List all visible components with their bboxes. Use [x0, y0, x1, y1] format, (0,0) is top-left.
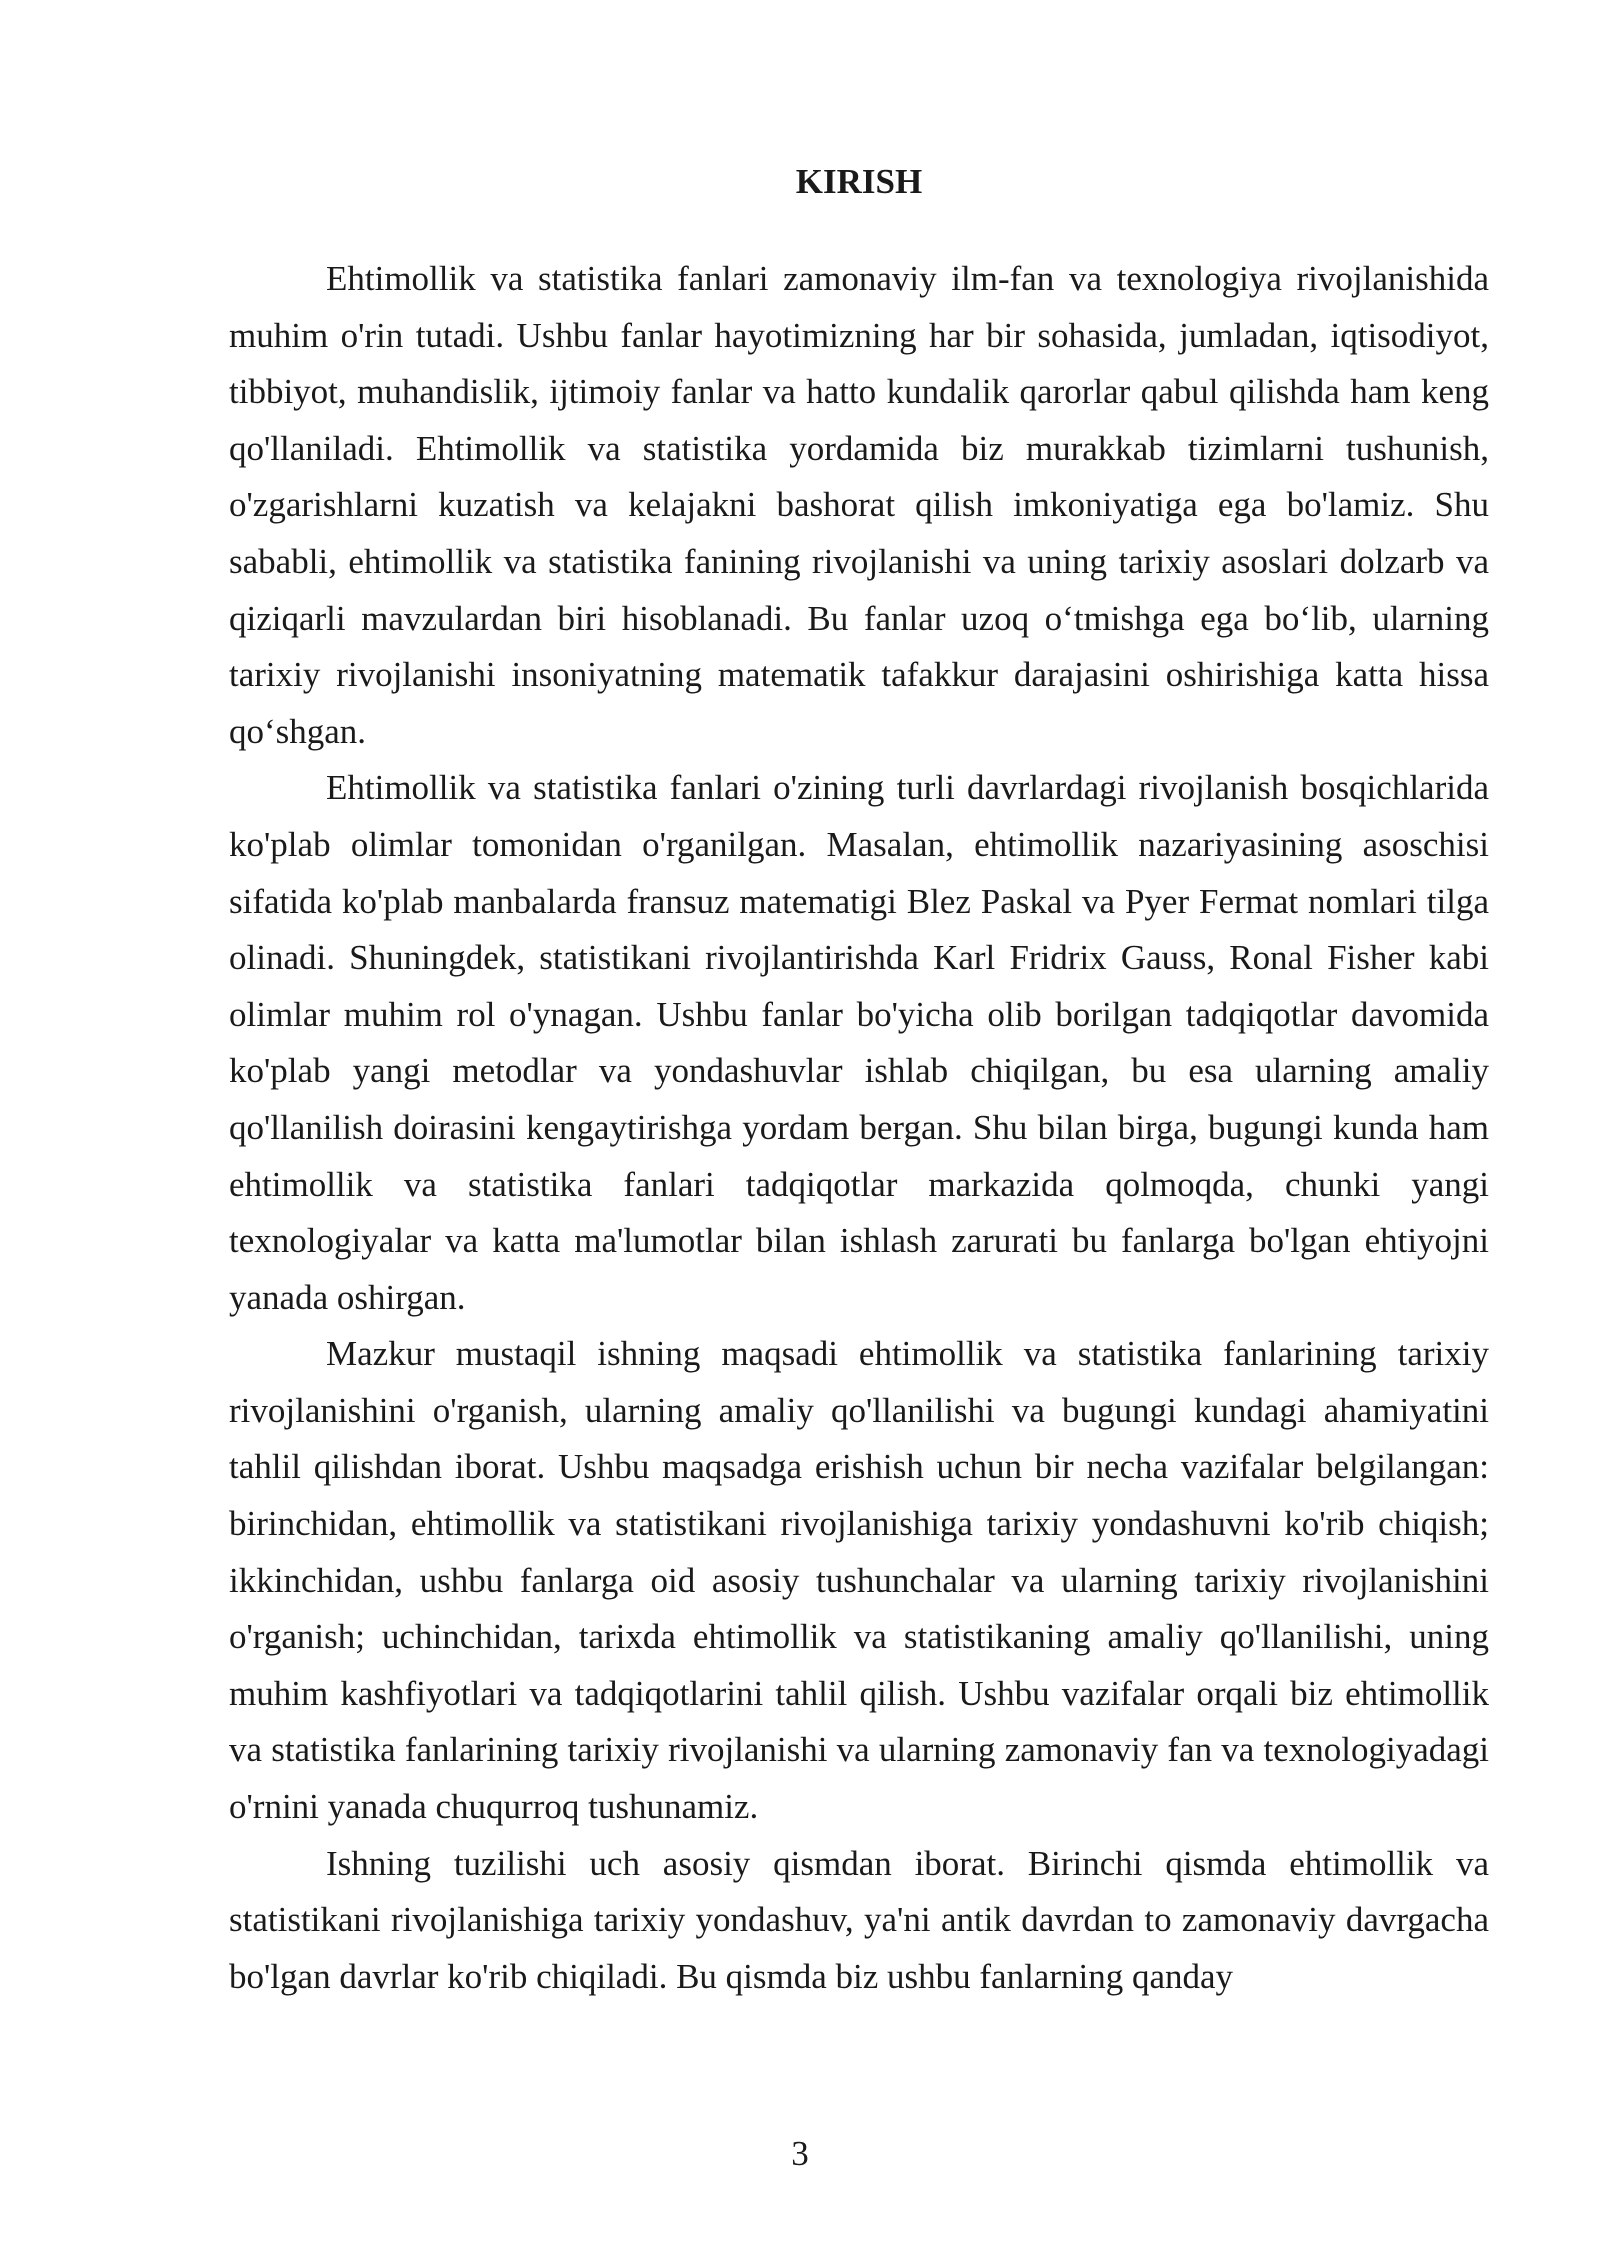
page-content: [229, 162, 1489, 2005]
section-title: KIRISH: [795, 162, 923, 201]
paragraph-intro: Ehtimollik va statistika fanlari zamonaviy ilm-fan va texnologiya rivojlanishida muhim o'rin tutadi. Ushbu fanlar hayotimizning har bir sohasida, jumladan, iqtisodiyot, tibbiyot, muhandislik, ijtimoiy fanlar va hatto kundalik qarorlar qabul qilishda ham keng qo'llaniladi. Ehtimollik va statistika yordamida biz murakkab tizimlarni tushunish, o'zgarishlarni kuzatish va kelajakni bashorat qilish imkoniyatiga ega bo'lamiz. Shu sababli, ehtimollik va statistika fanining rivojlanishi va uning tarixiy asoslari dolzarb va qiziqarli mavzulardan biri hisoblanadi. Bu fanlar uzoq o‘tmishga ega bo‘lib, ularning tarixiy rivojlanishi insoniyatning matematik tafakkur darajasini oshirishiga katta hissa qo‘shgan.: [229, 259, 1489, 751]
page-number: 3: [791, 2134, 809, 2173]
paragraph-history: Ehtimollik va statistika fanlari o'zining turli davrlardagi rivojlanish bosqichlarida ko'plab olimlar tomonidan o'rganilgan. Masalan, ehtimollik nazariyasining asoschisi sifatida ko'plab manbalarda fransuz matematigi Blez Paskal va Pyer Fermat nomlari tilga olinadi. Shuningdek, statistikani rivojlantirishda Karl Fridrix Gauss, Ronal Fisher kabi olimlar muhim rol o'ynagan. Ushbu fanlar bo'yicha olib borilgan tadqiqotlar davomida ko'plab yangi metodlar va yondashuvlar ishlab chiqilgan, bu esa ularning amaliy qo'llanilish doirasini kengaytirishga yordam bergan. Shu bilan birga, bugungi kunda ham ehtimollik va statistika fanlari tadqiqotlar markazida qolmoqda, chunki yangi texnologiyalar va katta ma'lumotlar bilan ishlash zarurati bu fanlarga bo'lgan ehtiyojni yanada oshirgan.: [229, 768, 1489, 1317]
paragraph-goal: Mazkur mustaqil ishning maqsadi ehtimollik va statistika fanlarining tarixiy rivojlanishini o'rganish, ularning amaliy qo'llanilishi va bugungi kundagi ahamiyatini tahlil qilishdan iborat. Ushbu maqsadga erishish uchun bir necha vazifalar belgilangan: birinchidan, ehtimollik va statistikani rivojlanishiga tarixiy yondashuvni ko'rib chiqish; ikkinchidan, ushbu fanlarga oid asosiy tushunchalar va ularning tarixiy rivojlanishini o'rganish; uchinchidan, tarixda ehtimollik va statistikaning amaliy qo'llanilishi, uning muhim kashfiyotlari va tadqiqotlarini tahlil qilish. Ushbu vazifalar orqali biz ehtimollik va statistika fanlarining tarixiy rivojlanishi va ularning zamonaviy fan va texnologiyadagi o'rnini yanada chuqurroq tushunamiz.: [229, 1334, 1489, 1827]
paragraph-structure: Ishning tuzilishi uch asosiy qismdan iborat. Birinchi qismda ehtimollik va statistikani rivojlanishiga tarixiy yondashuv, ya'ni antik davrdan to zamonaviy davrgacha bo'lgan davrlar ko'rib chiqiladi. Bu qismda biz ushbu fanlarning qanday: [229, 1843, 1489, 1996]
